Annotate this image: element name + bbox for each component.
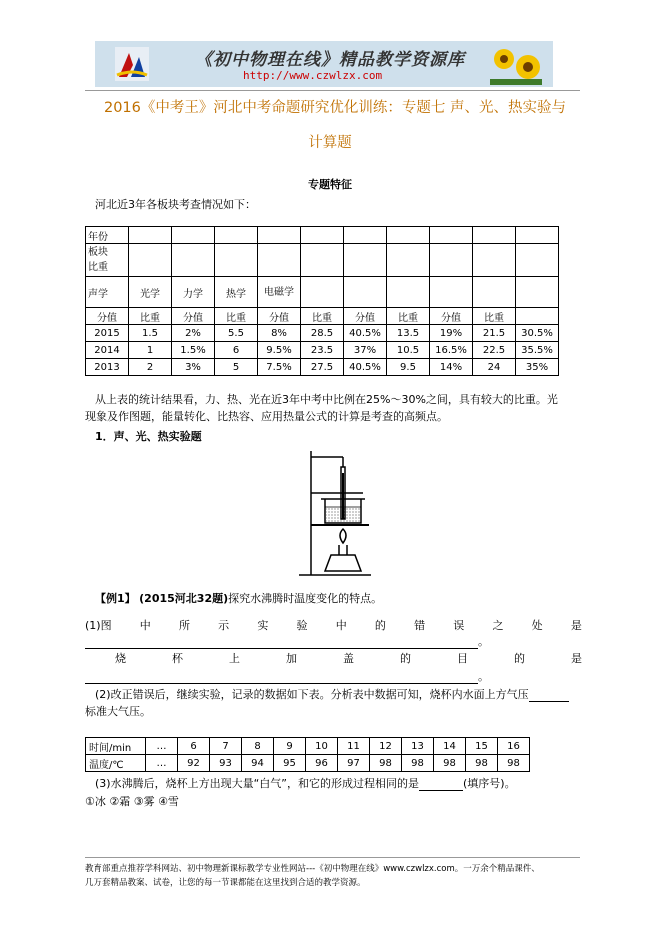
unit-cell: 分值 bbox=[172, 308, 215, 325]
cell: 37% bbox=[344, 342, 387, 359]
question3-options: ①冰 ②霜 ③雾 ④雪 bbox=[85, 795, 179, 808]
cell: 8% bbox=[258, 325, 301, 342]
cell: 6 bbox=[215, 342, 258, 359]
cell: 7 bbox=[210, 738, 242, 755]
table-row bbox=[86, 755, 530, 772]
cell: 95 bbox=[274, 755, 306, 772]
subject-cell: 热学 bbox=[215, 277, 258, 308]
cell: 9 bbox=[274, 738, 306, 755]
question3-line: (3)水沸腾后，烧杯上方出现大量“白气”，和它的形成过程相同的是 (填序号)。 bbox=[95, 777, 516, 790]
answer1a-blank[interactable]: 。 bbox=[85, 633, 489, 649]
question2-line1: (2)改正错误后，继续实验，记录的数据如下表。分析表中数据可知，烧杯内水面上方气压 bbox=[95, 686, 569, 702]
cell: 2015 bbox=[86, 325, 129, 342]
unit-cell: 分值 bbox=[258, 308, 301, 325]
question2-line2: 标准大气压。 bbox=[85, 705, 151, 718]
banner-title: 《初中物理在线》精品教学资源库 bbox=[195, 50, 465, 70]
example1-header bbox=[95, 590, 382, 606]
table-row bbox=[86, 244, 559, 277]
cell: 13.5 bbox=[387, 325, 430, 342]
cell: 98 bbox=[466, 755, 498, 772]
cell: 15 bbox=[466, 738, 498, 755]
cell: 2014 bbox=[86, 342, 129, 359]
footer-line1: 教育部重点推荐学科网站、初中物理新课标教学专业性网站---《初中物理在线》www.czwlzx.com。一万余个精品课件、 bbox=[85, 864, 540, 874]
cell: 22.5 bbox=[473, 342, 516, 359]
cell: 35% bbox=[516, 359, 559, 376]
table-row bbox=[86, 227, 559, 244]
cell: 93 bbox=[210, 755, 242, 772]
cell: 11 bbox=[338, 738, 370, 755]
unit-cell: 比重 bbox=[387, 308, 430, 325]
answer1b-blank[interactable]: 。 bbox=[85, 668, 489, 684]
item1-heading: 1．声、光、热实验题 bbox=[95, 430, 202, 443]
table-row bbox=[86, 325, 559, 342]
boiling-data-table bbox=[85, 737, 530, 772]
cell: 3% bbox=[172, 359, 215, 376]
boiling-apparatus-diagram bbox=[295, 445, 375, 580]
subject-cell: 电磁学 bbox=[258, 277, 301, 308]
unit-cell: 分值 bbox=[344, 308, 387, 325]
table-row bbox=[86, 342, 559, 359]
cell: 5.5 bbox=[215, 325, 258, 342]
site-banner bbox=[95, 41, 553, 87]
cell: 19% bbox=[430, 325, 473, 342]
table-row bbox=[86, 308, 559, 325]
sunflower-icon bbox=[490, 45, 542, 85]
footer-line2: 几万套精品教案、试卷，让您的每一节课都能在这里找到合适的教学资源。 bbox=[85, 878, 366, 888]
intro-text: 河北近3年各板块考查情况如下： bbox=[95, 198, 256, 211]
question1b-line: 烧 杯 上 加 盖 的 目 的 是 bbox=[115, 652, 582, 665]
temp-label: 温度/℃ bbox=[86, 755, 146, 772]
table-row bbox=[86, 738, 530, 755]
cell: 10 bbox=[306, 738, 338, 755]
unit-cell: 分值 bbox=[430, 308, 473, 325]
cell: 92 bbox=[178, 755, 210, 772]
cell: 40.5% bbox=[344, 325, 387, 342]
cell: 9.5 bbox=[387, 359, 430, 376]
cell: 10.5 bbox=[387, 342, 430, 359]
cell: 27.5 bbox=[301, 359, 344, 376]
cell: 1.5 bbox=[129, 325, 172, 342]
cell: 35.5% bbox=[516, 342, 559, 359]
cell: 2% bbox=[172, 325, 215, 342]
question1-line: (1)图 中 所 示 实 验 中 的 错 误 之 处 是 bbox=[85, 619, 582, 632]
exam-stats-table bbox=[85, 226, 559, 376]
cell: 96 bbox=[306, 755, 338, 772]
cell: 8 bbox=[242, 738, 274, 755]
unit-cell: 比重 bbox=[473, 308, 516, 325]
page-title-line1: 2016《中考王》河北中考命题研究优化训练：专题七 声、光、热实验与 bbox=[103, 100, 566, 116]
footer bbox=[85, 862, 605, 890]
cell: 98 bbox=[498, 755, 530, 772]
subject-cell: 光学 bbox=[129, 277, 172, 308]
analysis-line1: 从上表的统计结果看，力、热、光在近3年中考中比例在25%～30%之间，具有较大的比重。光 bbox=[95, 393, 558, 406]
example-text: 探究水沸腾时温度变化的特点。 bbox=[228, 592, 383, 605]
cell: 7.5% bbox=[258, 359, 301, 376]
unit-cell: 比重 bbox=[129, 308, 172, 325]
time-label: 时间/min bbox=[86, 738, 146, 755]
unit-cell: 分值 bbox=[86, 308, 129, 325]
footer-divider bbox=[85, 857, 580, 858]
answer2-blank[interactable] bbox=[529, 688, 569, 702]
analysis-line2: 现象及作图题，能量转化、比热容、应用热量公式的计算是考查的高频点。 bbox=[85, 410, 448, 423]
cell: … bbox=[146, 755, 178, 772]
year-header: 年份 bbox=[86, 227, 129, 244]
cell: 2013 bbox=[86, 359, 129, 376]
cell: 1 bbox=[129, 342, 172, 359]
answer3-blank[interactable] bbox=[419, 777, 463, 791]
subject-cell: 力学 bbox=[172, 277, 215, 308]
cell: 9.5% bbox=[258, 342, 301, 359]
cell: 23.5 bbox=[301, 342, 344, 359]
cell: 5 bbox=[215, 359, 258, 376]
cell: 1.5% bbox=[172, 342, 215, 359]
example-tag: 【例1】 bbox=[95, 592, 136, 605]
cell: 12 bbox=[370, 738, 402, 755]
cell: 94 bbox=[242, 755, 274, 772]
cell: 16 bbox=[498, 738, 530, 755]
cell: 14 bbox=[434, 738, 466, 755]
block-header: 板块 比重 bbox=[86, 244, 129, 277]
cell: … bbox=[146, 738, 178, 755]
page-title-line2: 计算题 bbox=[308, 135, 352, 151]
header-divider bbox=[85, 90, 580, 91]
cell: 40.5% bbox=[344, 359, 387, 376]
cell: 13 bbox=[402, 738, 434, 755]
cell: 97 bbox=[338, 755, 370, 772]
cell: 2 bbox=[129, 359, 172, 376]
cell: 98 bbox=[434, 755, 466, 772]
site-logo-icon bbox=[115, 47, 149, 81]
cell: 14% bbox=[430, 359, 473, 376]
cell: 16.5% bbox=[430, 342, 473, 359]
table-row bbox=[86, 359, 559, 376]
banner-url[interactable]: http://www.czwlzx.com bbox=[243, 69, 383, 82]
cell: 98 bbox=[402, 755, 434, 772]
cell: 98 bbox=[370, 755, 402, 772]
unit-cell: 比重 bbox=[215, 308, 258, 325]
example-source: (2015河北32题) bbox=[139, 592, 229, 605]
cell: 28.5 bbox=[301, 325, 344, 342]
cell: 6 bbox=[178, 738, 210, 755]
cell: 21.5 bbox=[473, 325, 516, 342]
section-title: 专题特征 bbox=[308, 178, 352, 191]
table-row bbox=[86, 277, 559, 308]
unit-cell: 比重 bbox=[301, 308, 344, 325]
cell: 30.5% bbox=[516, 325, 559, 342]
subject-cell: 声学 bbox=[86, 277, 129, 308]
cell: 24 bbox=[473, 359, 516, 376]
